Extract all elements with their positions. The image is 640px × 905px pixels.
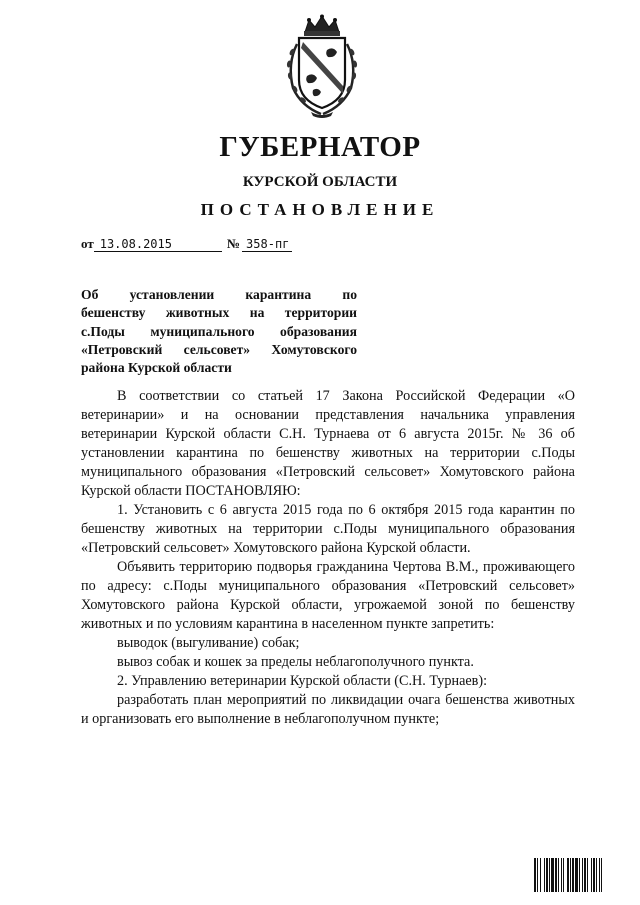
subject-line: Об установлении карантина по bbox=[81, 287, 357, 302]
document-number: 358-пг bbox=[242, 237, 292, 252]
document-type: ПОСТАНОВЛЕНИЕ bbox=[200, 200, 440, 219]
number-label: № bbox=[226, 236, 241, 251]
document-subject bbox=[81, 286, 357, 377]
body-paragraph: В соответствии со статьей 17 Закона Российской Федерации «О ветеринарии» и на основании представления начальника управления ветеринарии Курской области С.Н. Турнаева от 6 августа 2015г. № 36 об установлении карантина по бешенству животных на территории с.Поды муниципального образования «Петровский сельсовет» Хомутовского района Курской области ПОСТАНОВЛЯЮ: bbox=[81, 388, 575, 499]
subject-line: с.Поды муниципального образования bbox=[81, 323, 357, 339]
page-subtitle: КУРСКОЙ ОБЛАСТИ bbox=[242, 174, 398, 190]
subject-line: «Петровский сельсовет» Хомутовского bbox=[81, 341, 357, 357]
document-date: 13.08.2015 bbox=[94, 237, 222, 252]
body-paragraph: вывоз собак и кошек за пределы неблагополучного пункта. bbox=[117, 654, 474, 670]
subject-line: бешенству животных на территории bbox=[81, 305, 357, 321]
body-paragraph: выводок (выгуливание) собак; bbox=[117, 635, 300, 651]
body-paragraph: 2. Управлению ветеринарии Курской области (С.Н. Турнаев): bbox=[117, 673, 488, 689]
registration-line bbox=[81, 236, 292, 252]
body-paragraph: разработать план мероприятий по ликвидации очага бешенства животных и организовать его выполнение в неблагополучном пункте; bbox=[81, 692, 575, 727]
coat-of-arms-emblem bbox=[283, 14, 361, 118]
body-paragraph: Объявить территорию подворья гражданина Чертова В.М., проживающего по адресу: с.Поды муниципального образования «Петровский сельсовет» Хомутовского района Курской области, угрожаемой зоной по бешенству животных и по условиям карантина в населенном пункте запретить: bbox=[81, 559, 575, 632]
page-title: ГУБЕРНАТОР bbox=[219, 131, 421, 163]
date-label: от bbox=[81, 236, 94, 251]
subject-line: района Курской области bbox=[81, 360, 232, 376]
barcode-icon bbox=[534, 858, 626, 892]
body-paragraph: 1. Установить с 6 августа 2015 года по 6 октября 2015 года карантин по бешенству животных на территории с.Поды муниципального образования «Петровский сельсовет» Хомутовского района Курской области. bbox=[81, 502, 575, 556]
document-body bbox=[81, 387, 575, 729]
